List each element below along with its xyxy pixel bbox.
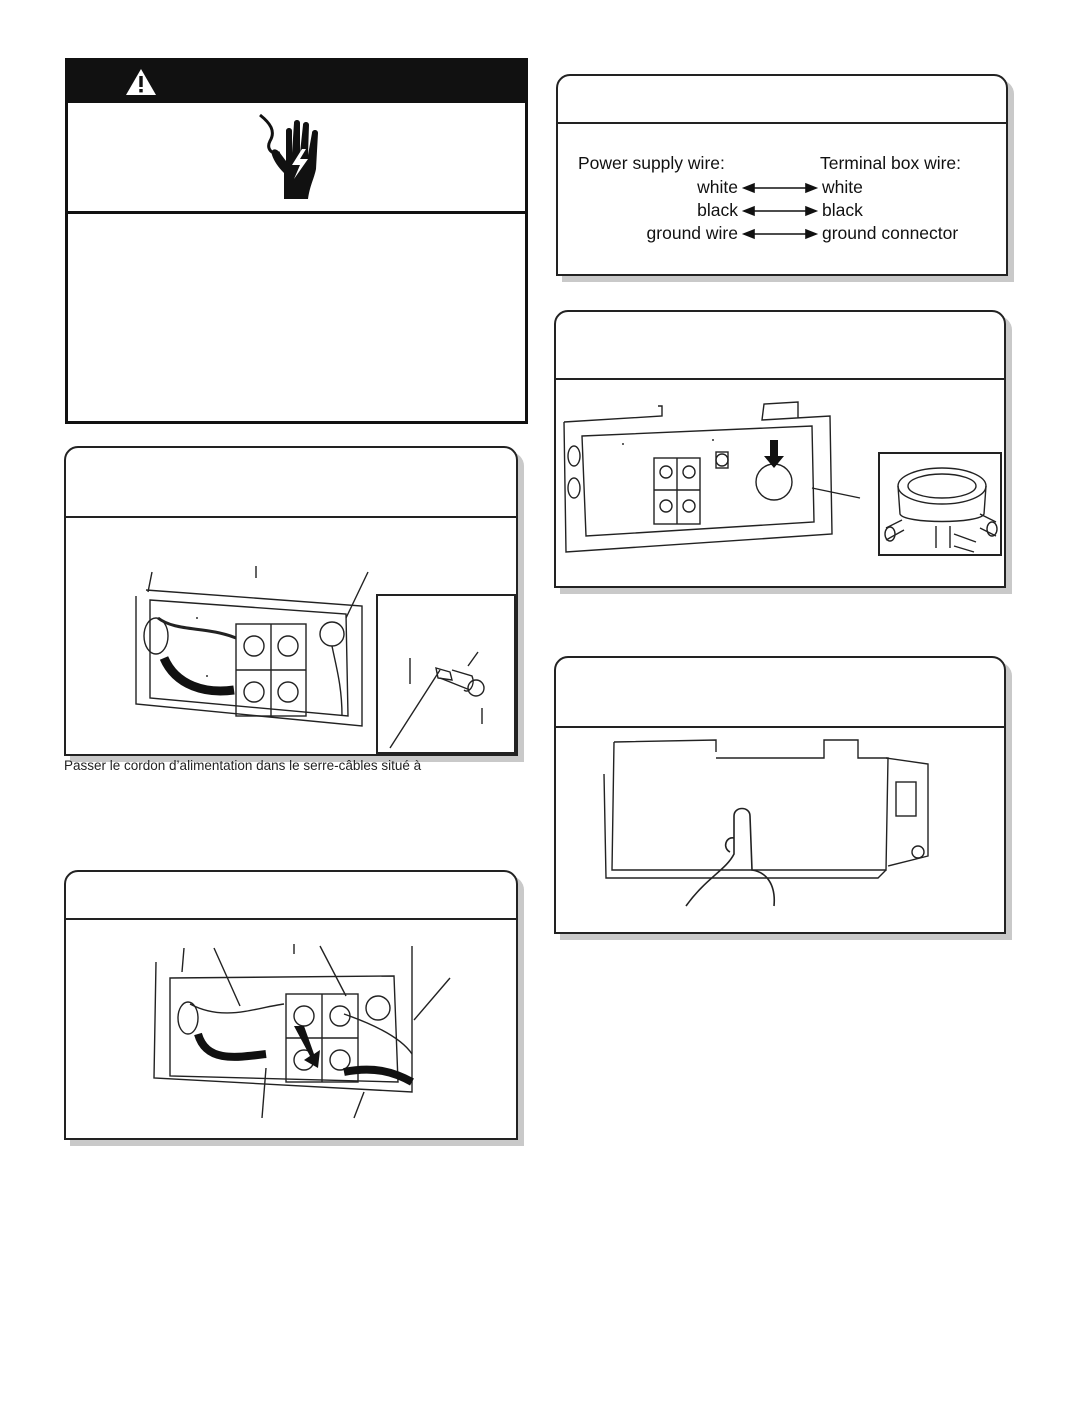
warning-header-bar (68, 61, 525, 103)
power-cord-terminal-illustration (136, 566, 386, 746)
double-arrow-icon (744, 180, 816, 252)
cover-panel (554, 656, 1006, 934)
conduit-fitting-inset (878, 452, 1002, 556)
wires-connected-illustration (154, 942, 454, 1132)
terminal-wire-ground: ground connector (822, 223, 959, 243)
electrical-shock-hand-icon (248, 113, 338, 203)
terminal-cover-illustration (596, 738, 946, 908)
conduit-panel (554, 310, 1006, 588)
terminal-wire-white: white (822, 177, 863, 197)
warning-box (65, 58, 528, 424)
wire-connected-panel (64, 870, 518, 1140)
wire-connection-panel (556, 74, 1008, 276)
strain-relief-panel (64, 446, 518, 756)
panel-title-rule (556, 726, 1004, 728)
conduit-fitting-icon (884, 458, 998, 552)
ground-screw-inset (376, 594, 516, 754)
panel-title-rule (66, 918, 516, 920)
ground-screw-icon (380, 598, 514, 752)
panel-title-rule (556, 378, 1004, 380)
power-wire-ground: ground wire (646, 223, 738, 243)
french-caption: Passer le cordon d’alimentation dans le serre-câbles situé à (64, 758, 422, 773)
panel-title-rule (66, 516, 516, 518)
warning-divider (68, 211, 525, 214)
terminal-box-illustration (562, 402, 862, 562)
terminal-box-header: Terminal box wire: (820, 153, 962, 173)
power-wire-black: black (697, 200, 738, 220)
warning-triangle-icon (124, 67, 158, 97)
power-supply-header: Power supply wire: (578, 153, 725, 173)
power-wire-white: white (697, 177, 738, 197)
terminal-wire-black: black (822, 200, 863, 220)
